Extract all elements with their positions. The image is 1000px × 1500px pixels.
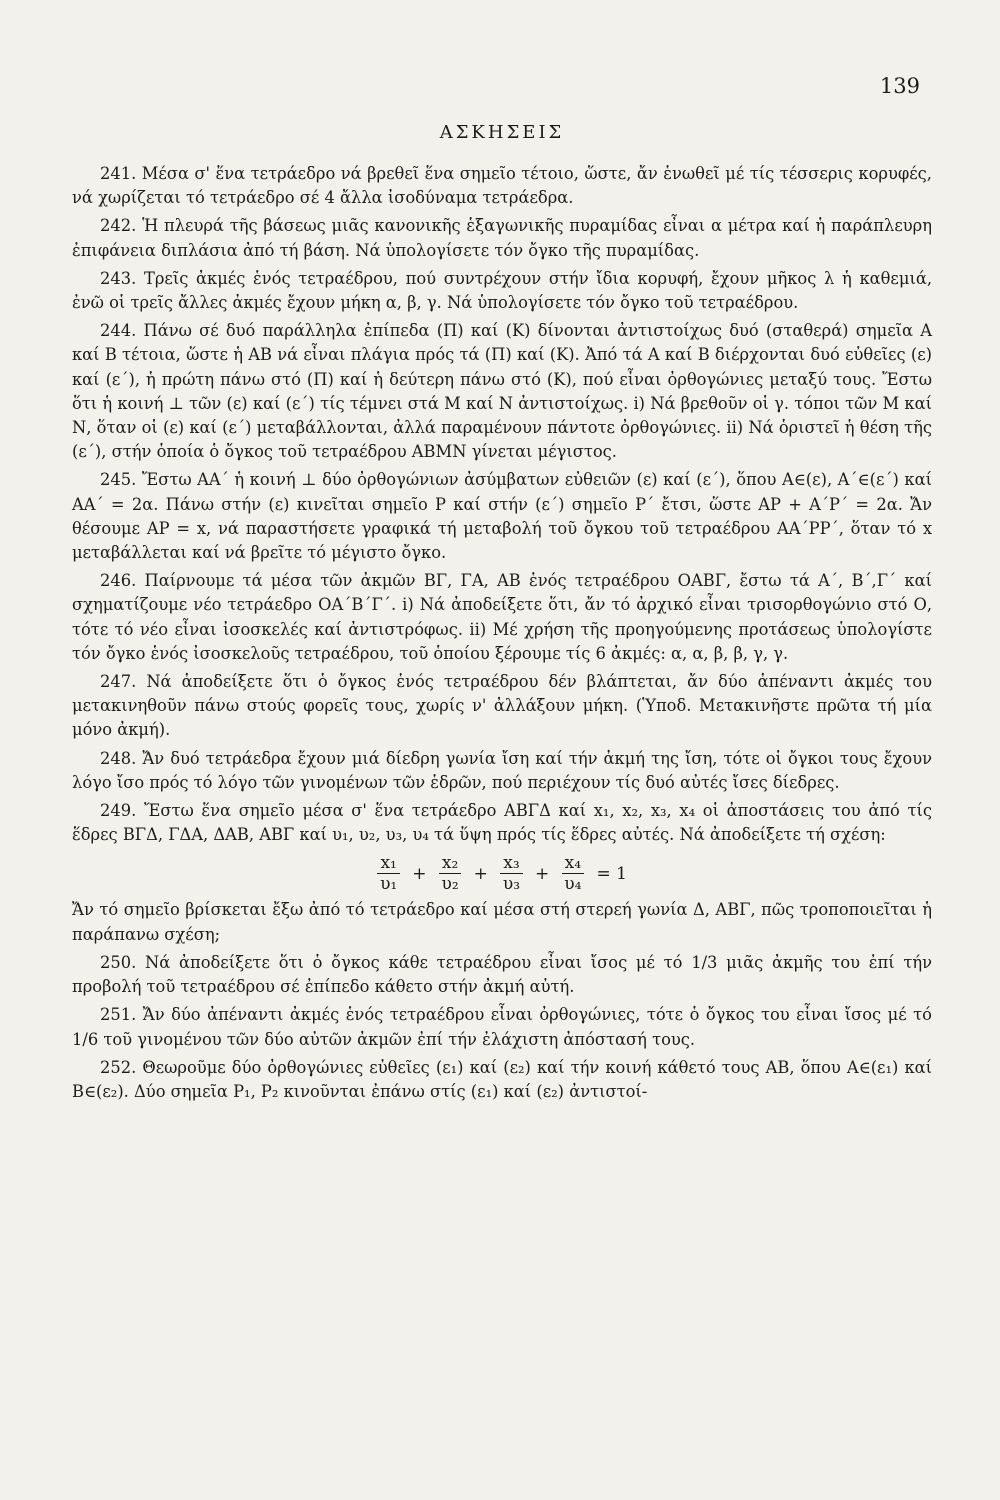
exercise-number: 243. xyxy=(100,268,137,288)
exercise-241 xyxy=(72,162,932,210)
plus-sign: + xyxy=(535,863,550,884)
exercise-text: Ἄν δύο ἀπέναντι ἀκμές ἑνός τετραέδρου εἶναι ὀρθογώνιες, τότε ὁ ὄγκος του εἶναι ἴσος μέ τό 1/6 τοῦ γινομένου τῶν δύο αὐτῶν ἀκμῶν ἐπί τήν ἐλάχιστη ἀπόστασή τους. xyxy=(72,1005,932,1049)
fraction-term xyxy=(500,853,523,894)
page-number: 139 xyxy=(879,74,920,98)
fraction-denominator: υ₄ xyxy=(564,874,582,895)
exercise-243 xyxy=(72,267,932,315)
exercise-text: Παίρνουμε τά μέσα τῶν ἀκμῶν ΒΓ, ΓΑ, ΑΒ ἑνός τετραέδρου ΟΑΒΓ, ἔστω τά Α΄, Β΄,Γ΄ καί σχηματίζουμε νέο τετράεδρο ΟΑ΄Β΄Γ΄. i) Νά ἀποδείξετε ὅτι, ἄν τό ἀρχικό εἶναι τρισορθογώνιο στό Ο, τότε τό νέο εἶναι ἰσοσκελές καί ἀντιστρόφως. ii) Μέ χρήση τῆς προηγούμενης προτάσεως ὑπολογίστε τόν ὄγκο ἑνός ἰσοσκελοῦς τετραέδρου, τοῦ ὁποίου ξέρουμε τίς 6 ἀκμές: α, α, β, β, γ, γ. xyxy=(72,571,932,663)
exercise-number: 251. xyxy=(100,1005,137,1025)
exercise-text-continued: Ἄν τό σημεῖο βρίσκεται ἔξω ἀπό τό τετράεδρο καί μέσα στή στερεή γωνία Δ, ΑΒΓ, πῶς τροποποιεῖται ἡ παράπανω σχέση; xyxy=(72,900,932,944)
fraction-term xyxy=(438,853,461,894)
exercise-number: 244. xyxy=(100,321,137,341)
fraction-numerator: x₄ xyxy=(562,853,584,874)
fraction-numerator: x₃ xyxy=(500,853,522,874)
fraction-denominator: υ₃ xyxy=(502,874,521,895)
exercise-number: 245. xyxy=(100,470,137,490)
exercise-number: 242. xyxy=(100,216,137,236)
exercise-text: Ἡ πλευρά τῆς βάσεως μιᾶς κανονικῆς ἑξαγωνικῆς πυραμίδας εἶναι α μέτρα καί ἡ παράπλευρη ἐπιφάνεια διπλάσια ἀπό τή βάση. Νά ὑπολογίσετε τόν ὄγκο τῆς πυραμίδας. xyxy=(72,216,932,260)
exercise-252 xyxy=(72,1056,932,1104)
exercise-number: 250. xyxy=(100,952,137,972)
exercise-text: Πάνω σέ δυό παράλληλα ἐπίπεδα (Π) καί (Κ) δίνονται ἀντιστοίχως δυό (σταθερά) σημεῖα Α καί Β τέτοια, ὥστε ἡ ΑΒ νά εἶναι πλάγια πρός τά (Π) καί (Κ). Ἀπό τά Α καί Β διέρχονται δυό εὐθεῖες (ε) καί (ε΄), ἡ πρώτη πάνω στό (Π) καί ἡ δεύτερη πάνω στό (Κ), πού εἶναι ὀρθογώνιες μεταξύ τους. Ἔστω ὅτι ἡ κοινή ⊥ τῶν (ε) καί (ε΄) τίς τέμνει στά Μ καί Ν ἀντιστοίχως. i) Νά βρεθοῦν οἱ γ. τόποι τῶν Μ καί Ν, ὅταν οἱ (ε) καί (ε΄) μεταβάλλονται, ἀλλά παραμένουν πάντοτε ὀρθογώνιες. ii) Νά ὁριστεῖ ἡ θέση τῆς (ε΄), στήν ὁποία ὁ ὄγκος τοῦ τετραέδρου ΑΒΜΝ γίνεται μέγιστος. xyxy=(72,321,932,462)
fraction-term xyxy=(377,853,400,894)
exercise-number: 246. xyxy=(100,571,137,591)
exercise-245 xyxy=(72,468,932,565)
exercise-number: 249. xyxy=(100,801,137,821)
exercise-250 xyxy=(72,951,932,999)
plus-sign: + xyxy=(412,863,427,884)
equals-one: = 1 xyxy=(596,863,627,884)
exercise-text: Ἔστω ἕνα σημεῖο μέσα σ' ἕνα τετράεδρο ΑΒΓΔ καί x₁, x₂, x₃, x₄ οἱ ἀποστάσεις του ἀπό τίς ἕδρες ΒΓΔ, ΓΔΑ, ΔΑΒ, ΑΒΓ καί υ₁, υ₂, υ₃, υ₄ τά ὕψη πρός τίς ἕδρες αὐτές. Νά ἀποδείξετε τή σχέση: xyxy=(72,801,932,845)
exercise-text: Τρεῖς ἀκμές ἑνός τετραέδρου, πού συντρέχουν στήν ἴδια κορυφή, ἔχουν μῆκος λ ἡ καθεμιά, ἐνῶ οἱ τρεῖς ἄλλες ἀκμές ἔχουν μήκη α, β, γ. Νά ὑπολογίσετε τόν ὄγκο τοῦ τετραέδρου. xyxy=(72,268,932,313)
exercise-text: Νά ἀποδείξετε ὅτι ὁ ὄγκος κάθε τετραέδρου εἶναι ἴσος μέ τό 1/3 μιᾶς ἀκμῆς του ἐπί τήν προβολή τοῦ τετραέδρου σέ ἐπίπεδο κάθετο στήν ἀκμή αὐτή. xyxy=(72,952,932,997)
exercise-number: 252. xyxy=(100,1057,137,1077)
book-page xyxy=(72,70,932,1480)
exercise-text: Θεωροῦμε δύο ὀρθογώνιες εὐθεῖες (ε₁) καί (ε₂) καί τήν κοινή κάθετό τους ΑΒ, ὅπου Α∈(ε₁) καί Β∈(ε₂). Δύο σημεῖα Ρ₁, Ρ₂ κινοῦνται ἐπάνω στίς (ε₁) καί (ε₂) ἀντιστοί- xyxy=(72,1057,932,1101)
exercise-text: Ἔστω ΑΑ΄ ἡ κοινή ⊥ δύο ὀρθογώνιων ἀσύμβατων εὐθειῶν (ε) καί (ε΄), ὅπου Α∈(ε), Α΄∈(ε΄) καί ΑΑ΄ = 2α. Πάνω στήν (ε) κινεῖται σημεῖο Ρ καί στήν (ε΄) σημεῖο Ρ΄ ἔτσι, ὥστε ΑΡ + Α΄Ρ΄ = 2α. Ἄν θέσουμε ΑΡ = x, νά παραστήσετε γραφικά τή μεταβολή τοῦ ὄγκου τοῦ τετραέδρου ΑΑ΄ΡΡ΄, ὅταν τό x μεταβάλλεται καί νά βρεῖτε τό μέγιστο ὄγκο. xyxy=(72,470,932,563)
fraction-numerator: x₂ xyxy=(439,853,461,874)
exercise-247 xyxy=(72,670,932,743)
exercise-249 xyxy=(72,799,932,947)
fraction-numerator: x₁ xyxy=(377,853,399,874)
sum-formula xyxy=(72,853,932,894)
exercise-242 xyxy=(72,214,932,262)
exercise-text: Νά ἀποδείξετε ὅτι ὁ ὄγκος ἑνός τετραέδρου δέν βλάπτεται, ἄν δύο ἀπέναντι ἀκμές του μετακινηθοῦν πάνω στούς φορεῖς τους, χωρίς ν' ἀλλάξουν μήκη. (Ὑποδ. Μετακινῆστε πρῶτα τή μία μόνο ἀκμή). xyxy=(72,672,932,740)
plus-sign: + xyxy=(473,863,488,884)
exercise-number: 241. xyxy=(100,164,137,183)
exercise-244 xyxy=(72,319,932,464)
exercise-list xyxy=(72,162,932,1108)
exercise-number: 248. xyxy=(100,748,137,768)
exercise-248 xyxy=(72,747,932,795)
exercise-text: Ἄν δυό τετράεδρα ἔχουν μιά δίεδρη γωνία ἴση καί τήν ἀκμή της ἴση, τότε οἱ ὄγκοι τους ἔχουν λόγο ἴσο πρός τό λόγο τῶν γινομένων τῶν ἑδρῶν, πού περιέχουν τίς δυό αὐτές ἴσες δίεδρες. xyxy=(72,748,932,792)
exercise-251 xyxy=(72,1003,932,1051)
section-title: ΑΣΚΗΣΕΙΣ xyxy=(439,122,565,143)
exercise-text: Μέσα σ' ἕνα τετράεδρο νά βρεθεῖ ἕνα σημεῖο τέτοιο, ὥστε, ἄν ἑνωθεῖ μέ τίς τέσσερις κορυφές, νά χωρίζεται τό τετράεδρο σέ 4 ἄλλα ἰσοδύναμα τετράεδρα. xyxy=(72,164,932,208)
fraction-denominator: υ₂ xyxy=(441,874,459,895)
fraction-denominator: υ₁ xyxy=(380,874,398,895)
exercise-246 xyxy=(72,569,932,666)
fraction-term xyxy=(561,853,584,894)
exercise-number: 247. xyxy=(100,672,137,692)
